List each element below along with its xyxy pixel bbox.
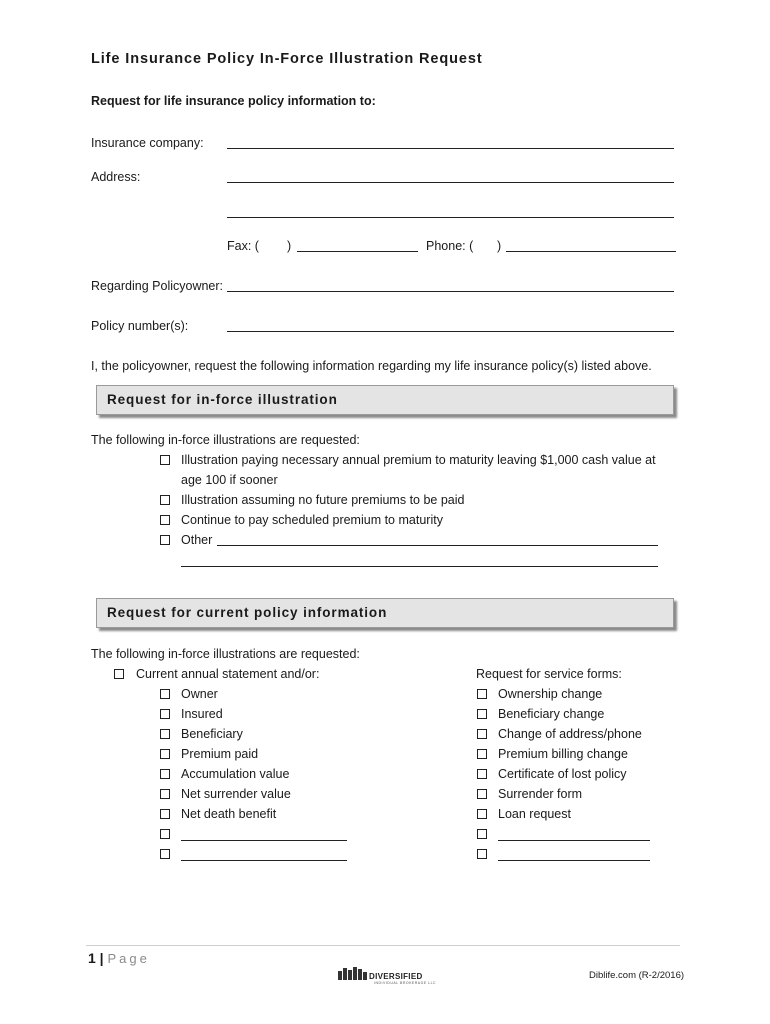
other-field-line-1[interactable]: [217, 545, 658, 546]
page-number-value: 1: [88, 950, 96, 966]
option-certificate-lost-policy: Certificate of lost policy: [498, 767, 627, 781]
section-heading-current-policy-text: Request for current policy information: [107, 605, 388, 620]
other-field-line-2[interactable]: [181, 566, 658, 567]
phone-close-paren: ): [497, 239, 502, 253]
address-line-2-field[interactable]: [227, 217, 674, 218]
section-heading-inforce: [96, 385, 674, 415]
insurance-company-field[interactable]: [227, 148, 674, 149]
checkbox-no-future-premiums[interactable]: [160, 495, 170, 505]
logo-text: DIVERSIFIED: [369, 972, 423, 981]
policy-number-field[interactable]: [227, 331, 674, 332]
option-accumulation-value: Accumulation value: [181, 767, 290, 781]
option-change-address-phone: Change of address/phone: [498, 727, 642, 741]
document-subtitle: Request for life insurance policy information to:: [91, 94, 376, 108]
checkbox-premium-billing-change[interactable]: [477, 749, 487, 759]
option-surrender-form: Surrender form: [498, 787, 583, 801]
option-beneficiary: Beneficiary: [181, 727, 243, 741]
right-blank-field-1[interactable]: [498, 840, 650, 841]
checkbox-left-blank-2[interactable]: [160, 849, 170, 859]
option-other: Other: [181, 533, 213, 547]
checkbox-premium-paid[interactable]: [160, 749, 170, 759]
checkbox-accumulation-value[interactable]: [160, 769, 170, 779]
checkbox-insured[interactable]: [160, 709, 170, 719]
fax-field[interactable]: [297, 251, 418, 252]
checkbox-net-death-benefit[interactable]: [160, 809, 170, 819]
left-blank-field-1[interactable]: [181, 840, 347, 841]
logo-subtext: INDIVIDUAL BROKERAGE LLC: [374, 981, 437, 985]
option-illustration-1000-cont: age 100 if sooner: [181, 473, 278, 487]
policyowner-label: Regarding Policyowner:: [91, 279, 224, 293]
section-heading-current-policy: [96, 598, 674, 628]
option-loan-request: Loan request: [498, 807, 571, 821]
option-premium-billing-change: Premium billing change: [498, 747, 628, 761]
address-label: Address:: [91, 170, 141, 184]
left-blank-field-2[interactable]: [181, 860, 347, 861]
option-no-future-premiums: Illustration assuming no future premiums to be paid: [181, 493, 465, 507]
service-forms-header: Request for service forms:: [476, 667, 622, 681]
diversified-logo: [338, 965, 442, 990]
option-continue-scheduled: Continue to pay scheduled premium to maturity: [181, 513, 443, 527]
checkbox-left-blank-1[interactable]: [160, 829, 170, 839]
checkbox-right-blank-2[interactable]: [477, 849, 487, 859]
option-net-death-benefit: Net death benefit: [181, 807, 277, 821]
checkbox-other[interactable]: [160, 535, 170, 545]
checkbox-beneficiary-change[interactable]: [477, 709, 487, 719]
fax-close-paren: ): [287, 239, 292, 253]
policy-number-label: Policy number(s):: [91, 319, 189, 333]
page-number: [88, 950, 150, 966]
checkbox-change-address-phone[interactable]: [477, 729, 487, 739]
checkbox-owner[interactable]: [160, 689, 170, 699]
section-heading-inforce-text: Request for in-force illustration: [107, 392, 338, 407]
section1-intro: The following in-force illustrations are requested:: [91, 433, 360, 447]
checkbox-continue-scheduled[interactable]: [160, 515, 170, 525]
option-illustration-1000: Illustration paying necessary annual premium to maturity leaving $1,000 cash value at: [181, 453, 656, 467]
option-net-surrender-value: Net surrender value: [181, 787, 291, 801]
checkbox-illustration-1000[interactable]: [160, 455, 170, 465]
policyowner-statement: I, the policyowner, request the following information regarding my life insurance policy(s) listed above.: [91, 359, 652, 373]
checkbox-surrender-form[interactable]: [477, 789, 487, 799]
fax-label: Fax: (: [227, 239, 259, 253]
checkbox-ownership-change[interactable]: [477, 689, 487, 699]
document-title: Life Insurance Policy In-Force Illustration Request: [91, 51, 483, 67]
checkbox-right-blank-1[interactable]: [477, 829, 487, 839]
option-beneficiary-change: Beneficiary change: [498, 707, 605, 721]
insurance-company-label: Insurance company:: [91, 136, 204, 150]
checkbox-loan-request[interactable]: [477, 809, 487, 819]
checkbox-net-surrender-value[interactable]: [160, 789, 170, 799]
section2-intro: The following in-force illustrations are requested:: [91, 647, 360, 661]
checkbox-beneficiary[interactable]: [160, 729, 170, 739]
right-blank-field-2[interactable]: [498, 860, 650, 861]
page-number-separator: |: [95, 950, 108, 966]
phone-field[interactable]: [506, 251, 676, 252]
checkbox-annual-statement[interactable]: [114, 669, 124, 679]
logo-bars-icon: [338, 965, 442, 985]
footer-site-revision: Diblife.com (R-2/2016): [589, 970, 685, 981]
option-insured: Insured: [181, 707, 223, 721]
current-annual-statement-label: Current annual statement and/or:: [136, 667, 320, 681]
policyowner-field[interactable]: [227, 291, 674, 292]
phone-label: Phone: (: [426, 239, 474, 253]
option-owner: Owner: [181, 687, 218, 701]
option-premium-paid: Premium paid: [181, 747, 259, 761]
option-ownership-change: Ownership change: [498, 687, 603, 701]
address-line-1-field[interactable]: [227, 182, 674, 183]
checkbox-certificate-lost-policy[interactable]: [477, 769, 487, 779]
footer-divider: [86, 945, 680, 946]
page-word: Page: [107, 951, 150, 966]
